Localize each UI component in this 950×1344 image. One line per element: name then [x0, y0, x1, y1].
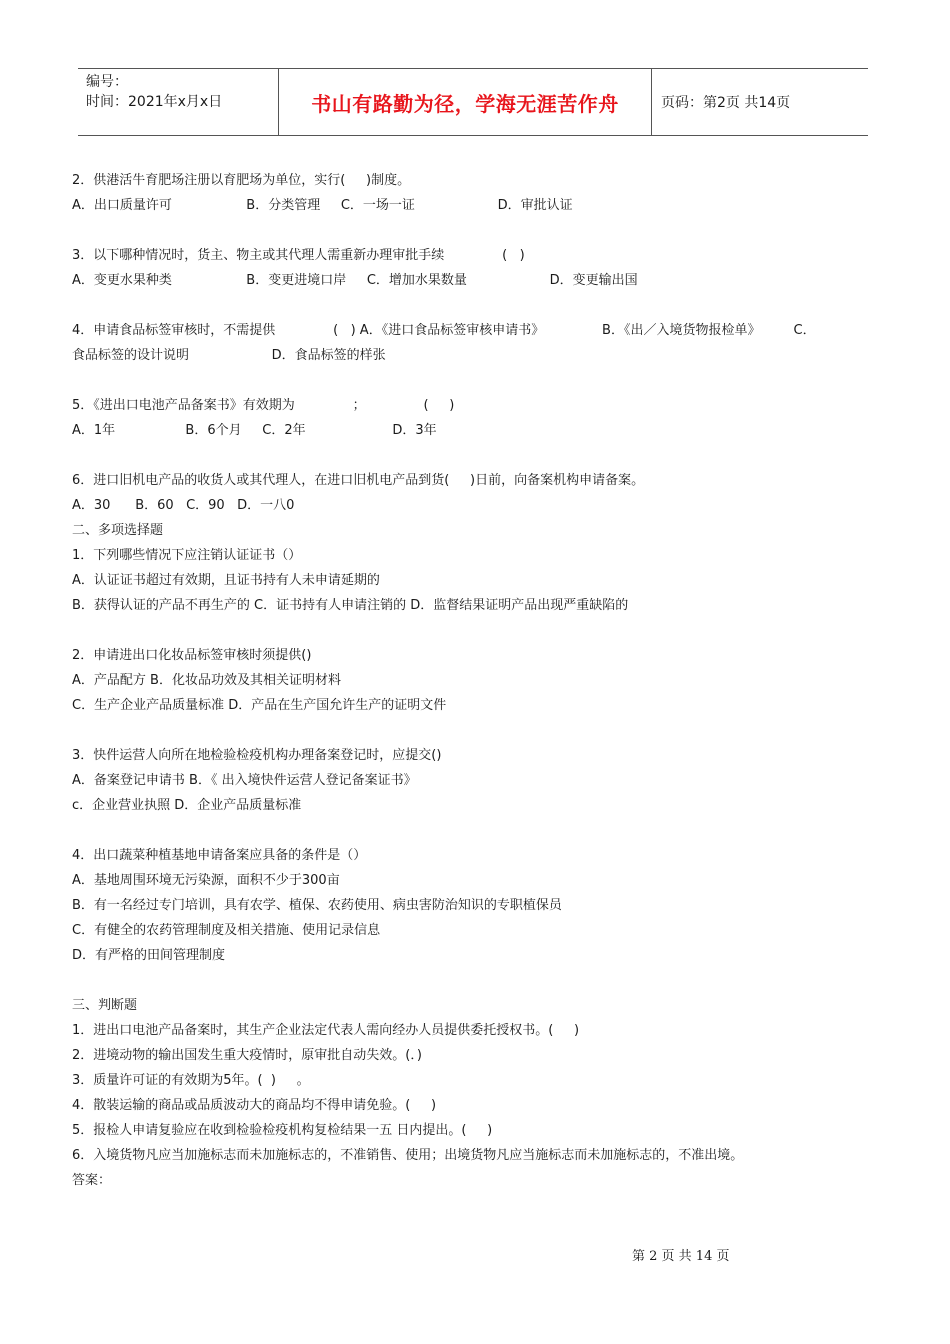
options-line: A．变更水果种类 B．变更进境口岸 C．增加水果数量 D．变更输出国 — [72, 273, 638, 288]
options-line: 食品标签的设计说明 D．食品标签的样张 — [72, 348, 386, 363]
options-line: A．1年 B．6个月 C．2年 D．3年 — [72, 423, 437, 438]
question-line: 5．《进出口电池产品备案书》有效期为 ； ( ) — [72, 398, 455, 413]
header-motto: 书山有路勤为径，学海无涯苦作舟 — [279, 69, 652, 135]
section-title: 三、判断题 — [72, 998, 138, 1013]
options-line: A．产品配方 B．化妆品功效及其相关证明材料 — [72, 673, 341, 688]
options-line: c．企业营业执照 D．企业产品质量标准 — [72, 798, 302, 813]
judgement-line: 5．报检人申请复验应在收到检验检疫机构复检结果一五 日内提出。( ) — [72, 1123, 493, 1138]
question-line: 1．下列哪些情况下应注销认证证书（） — [72, 548, 302, 563]
question-line: 3．快件运营人向所在地检验检疫机构办理备案登记时，应提交() — [72, 748, 442, 763]
options-line: A．认证证书超过有效期，且证书持有人未申请延期的 — [72, 573, 380, 588]
page-header — [78, 68, 868, 136]
judgement-line: 3．质量许可证的有效期为5年。( ) 。 — [72, 1073, 310, 1088]
options-line: A．出口质量许可 B．分类管理 C．一场一证 D．审批认证 — [72, 198, 573, 213]
question-line: 2．供港活牛育肥场注册以育肥场为单位，实行( )制度。 — [72, 173, 411, 188]
options-line: B．有一名经过专门培训，具有农学、植保、农药使用、病虫害防治知识的专职植保员 — [72, 898, 562, 913]
options-line: A．基地周围环境无污染源，面积不少于300亩 — [72, 873, 340, 888]
judgement-line: 1．进出口电池产品备案时，其生产企业法定代表人需向经办人员提供委托授权书。( ) — [72, 1023, 580, 1038]
time-label: 时间：2021年x月x日 — [86, 94, 223, 110]
section-title: 二、多项选择题 — [72, 523, 164, 538]
options-line: B．获得认证的产品不再生产的 C．证书持有人申请注销的 D．监督结果证明产品出现严重缺陷的 — [72, 598, 629, 613]
options-line: A．30 B．60 C．90 D．一八0 — [72, 498, 295, 513]
judgement-line: 6．入境货物凡应当加施标志而未加施标志的，不准销售、使用；出境货物凡应当施标志而未加施标志的，不准出境。 — [72, 1148, 744, 1163]
page-footer: 第 2 页 共 14 页 — [632, 1249, 730, 1264]
question-line: 4．申请食品标签审核时，不需提供 ( ) A．《进口食品标签审核申请书》 B．《出／入境货物报检单》 C． — [72, 323, 816, 338]
options-line: D．有严格的田间管理制度 — [72, 948, 226, 963]
options-line: C．有健全的农药管理制度及相关措施、使用记录信息 — [72, 923, 381, 938]
question-line: 4．出口蔬菜种植基地申请备案应具备的条件是（） — [72, 848, 367, 863]
question-line: 2．申请进出口化妆品标签审核时须提供() — [72, 648, 312, 663]
answer-label: 答案： — [72, 1173, 112, 1188]
question-line: 6．进口旧机电产品的收货人或其代理人，在进口旧机电产品到货( )日前，向备案机构申请备案。 — [72, 473, 645, 488]
options-line: C．生产企业产品质量标准 D．产品在生产国允许生产的证明文件 — [72, 698, 447, 713]
header-info-cell — [78, 69, 279, 135]
number-label: 编号： — [86, 74, 128, 90]
options-line: A．备案登记申请书 B．《 出入境快件运营人登记备案证书》 — [72, 773, 417, 788]
header-page-label: 页码：第2页 共14页 — [661, 95, 791, 111]
question-line: 3．以下哪种情况时，货主、物主或其代理人需重新办理审批手续 ( ) — [72, 248, 525, 263]
judgement-line: 2．进境动物的输出国发生重大疫情时，原审批自动失效。(．) — [72, 1048, 422, 1063]
judgement-line: 4．散装运输的商品或品质波动大的商品均不得申请免验。( ) — [72, 1098, 437, 1113]
document-body — [72, 168, 872, 1193]
